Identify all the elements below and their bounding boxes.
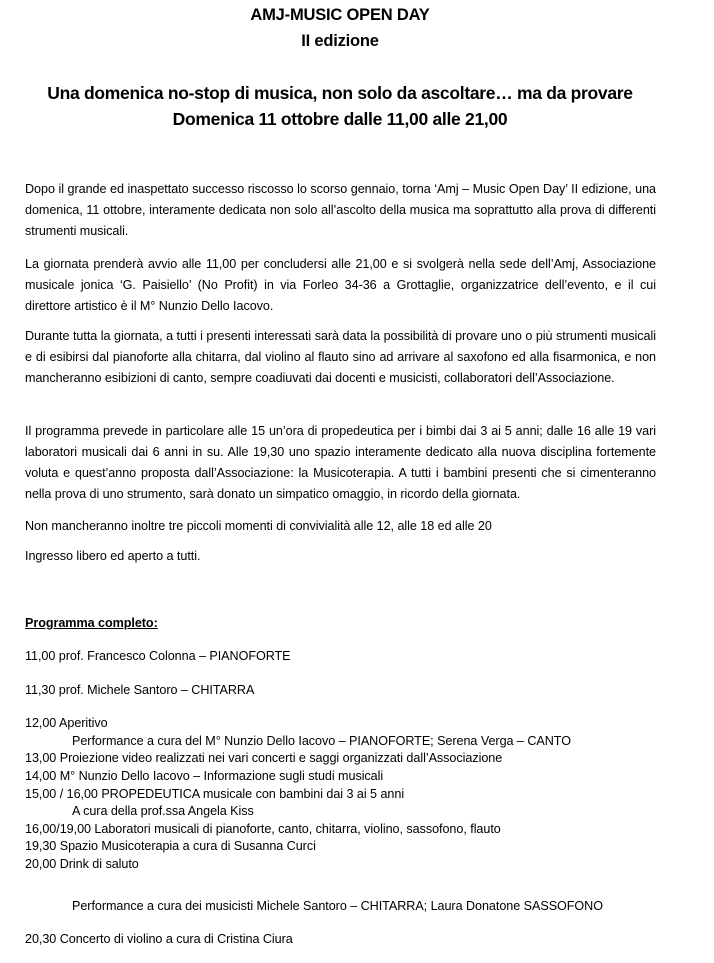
- program-item: 20,00 Drink di saluto: [25, 857, 139, 871]
- program-item: 12,00 Aperitivo: [25, 716, 108, 730]
- paragraph-conviviality: Non mancheranno inoltre tre piccoli momenti di convivialità alle 12, alle 18 ed alle 20: [25, 519, 492, 533]
- program-item: 16,00/19,00 Laboratori musicali di pianoforte, canto, chitarra, violino, sassofono, flauto: [25, 822, 501, 836]
- paragraph-venue: La giornata prenderà avvio alle 11,00 per concludersi alle 21,00 e si svolgerà nella sede dell’Amj, Associazione musicale jonica ‘G. Paisiello’ (No Profit) in via Forleo 34-36 a Grottaglie, organizzatrice dell’evento, e il cui direttore artistico è il M° Nunzio Dello Iacovo.: [25, 257, 656, 313]
- program-item: 15,00 / 16,00 PROPEDEUTICA musicale con bambini dai 3 ai 5 anni: [25, 787, 405, 801]
- program-heading: Programma completo:: [25, 616, 158, 630]
- event-edition: II edizione: [301, 32, 379, 50]
- event-date: Domenica 11 ottobre dalle 11,00 alle 21,00: [172, 109, 508, 129]
- paragraph-program-summary: Il programma prevede in particolare alle 15 un’ora di propedeutica per i bimbi dai 3 ai 5 anni; dalle 16 alle 19 vari laboratori musicali dai 6 anni in su. Alle 19,30 uno spazio interamente dedicato alla nuova disciplina fortemente voluta e quest’anno proposta dall’Associazione: la Musicoterapia. A tutti i bambini presenti che si cimenteranno nella prova di uno strumento, sarà donato un simpatico omaggio, in ricordo della giornata.: [25, 424, 656, 501]
- program-item: 11,30 prof. Michele Santoro – CHITARRA: [25, 683, 255, 697]
- event-title: AMJ-MUSIC OPEN DAY: [250, 6, 430, 24]
- program-item: 19,30 Spazio Musicoterapia a cura di Susanna Curci: [25, 839, 316, 853]
- paragraph-intro: Dopo il grande ed inaspettato successo riscosso lo scorso gennaio, torna ‘Amj – Music Open Day’ II edizione, una domenica, 11 ottobre, interamente dedicata non solo all’ascolto della musica ma soprattutto alla prova di differenti strumenti musicali.: [25, 182, 656, 238]
- program-item: 11,00 prof. Francesco Colonna – PIANOFORTE: [25, 649, 291, 663]
- program-item: 20,30 Concerto di violino a cura di Cristina Ciura: [25, 932, 293, 946]
- paragraph-entry: Ingresso libero ed aperto a tutti.: [25, 549, 201, 563]
- event-tagline: Una domenica no-stop di musica, non solo da ascoltare… ma da provare: [47, 83, 633, 103]
- program-item-detail: Performance a cura del M° Nunzio Dello Iacovo – PIANOFORTE; Serena Verga – CANTO: [72, 734, 571, 748]
- program-item-detail: A cura della prof.ssa Angela Kiss: [72, 804, 254, 818]
- program-item: 14,00 M° Nunzio Dello Iacovo – Informazione sugli studi musicali: [25, 769, 384, 783]
- program-item-detail: Performance a cura dei musicisti Michele Santoro – CHITARRA; Laura Donatone SASSOFONO: [72, 899, 603, 913]
- paragraph-activities: Durante tutta la giornata, a tutti i presenti interessati sarà data la possibilità di provare uno o più strumenti musicali e di esibirsi dal pianoforte alla chitarra, dal violino al flauto sino ad arrivare al saxofono ed alla fisarmonica, e non mancheranno esibizioni di canto, sempre coadiuvati dai docenti e musicisti, collaboratori dell’Associazione.: [25, 329, 656, 385]
- program-item: 13,00 Proiezione video realizzati nei vari concerti e saggi organizzati dall’Associazione: [25, 751, 503, 765]
